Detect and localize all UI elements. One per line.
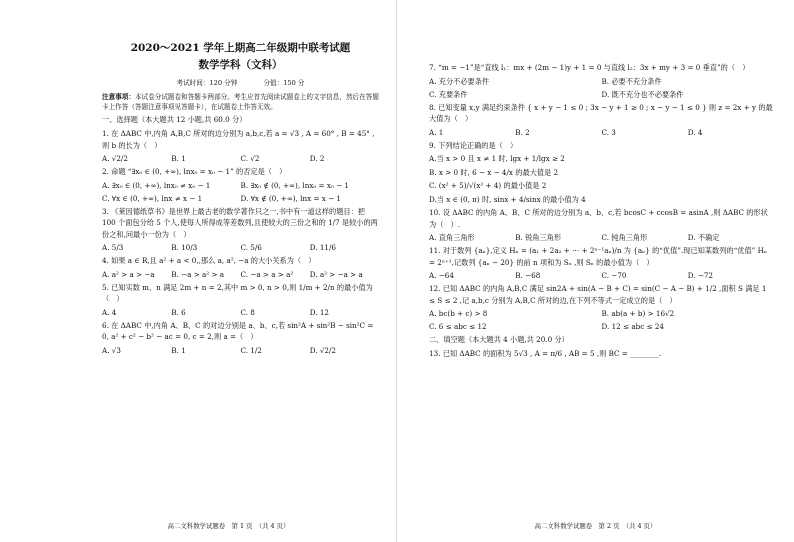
right-page bbox=[397, 0, 794, 542]
question-3-options bbox=[102, 242, 379, 253]
option-b: B. −a > a² > a bbox=[171, 269, 225, 279]
option-a: A. −64 bbox=[429, 271, 454, 280]
question-7-options-row1 bbox=[429, 76, 774, 87]
notes-text: 本试卷分试题卷和答题卡两部分。考生应首先阅读试题卷上的文字信息，然后在答题卡上作答（答题注意事项见答题卡），在试题卷上作答无效。 bbox=[102, 93, 379, 111]
option-d: D. a² > −a > a bbox=[309, 269, 363, 279]
option-d: D. 12 bbox=[309, 307, 329, 317]
option-c: C. 3 bbox=[601, 127, 616, 137]
option-c: C. 1/2 bbox=[240, 345, 262, 355]
question-8-options bbox=[429, 127, 774, 138]
question-1-options bbox=[102, 153, 379, 164]
exam-meta bbox=[102, 77, 379, 87]
option-a: A. ∃x₀ ∈ (0, +∞), lnx₀ ≠ x₀ − 1 bbox=[102, 180, 211, 190]
option-a: A. √3 bbox=[102, 345, 121, 355]
option-b: B. ∃x₀ ∉ (0, +∞), lnx₀ = x₀ − 1 bbox=[240, 180, 349, 190]
option-b: B. 6 bbox=[171, 307, 186, 317]
question-5-options bbox=[102, 307, 379, 318]
option-d: D. 既不充分也不必要条件 bbox=[601, 89, 684, 99]
question-2-options-row2 bbox=[102, 193, 379, 204]
option-b: B. −68 bbox=[515, 271, 541, 280]
option-a: A. 4 bbox=[102, 307, 117, 317]
exam-title: 2020～2021 学年上期高二年级期中联考试题 bbox=[130, 42, 351, 54]
option-c: C. −70 bbox=[601, 271, 627, 280]
question-8: 8. 已知变量 x,y 满足约束条件 { x + y − 1 ≤ 0 ; 3x − y + 1 ≥ 0 ; x − y − 1 ≤ 0 } 则 z = 2x + y 的最大值为（ ） bbox=[429, 102, 773, 123]
option-c: C. −a > a > a² bbox=[240, 269, 294, 279]
option-b: B. ab(a + b) > 16√2 bbox=[601, 309, 675, 318]
option-c: C. 钝角三角形 bbox=[601, 233, 648, 242]
section-1-heading: 一、选择题（本大题共 12 小题,共 60.0 分） bbox=[102, 115, 247, 124]
exam-time: 考试时间：120 分钟 bbox=[176, 79, 238, 87]
question-12: 12. 已知 ΔABC 的内角 A,B,C 满足 sin2A + sin(A − B + C) = sin(C − A − B) + 1/2 ,面积 S 满足 1 ≤ S ≤ 2 ,记 a,b,c 分别为 A,B,C 所对的边,在下列不等式一定成立的是（ ） bbox=[429, 284, 767, 305]
question-9-option-a: A.当 x > 0 且 x ≠ 1 时, lgx + 1/lgx ≥ 2 bbox=[429, 154, 565, 163]
question-9-option-c: C. (x² + 5)/√(x² + 4) 的最小值是 2 bbox=[429, 181, 547, 190]
option-b: B. 1 bbox=[171, 345, 186, 355]
option-d: D. 不确定 bbox=[687, 233, 720, 242]
option-c: C. 6 ≤ abc ≤ 12 bbox=[429, 322, 487, 331]
notes-label: 注意事项： bbox=[102, 93, 135, 101]
question-13: 13. 已知 ΔABC 的面积为 5√3 , A = π/6 , AB = 5 ,则 BC = ________. bbox=[429, 349, 662, 358]
option-b: B. 锐角三角形 bbox=[515, 233, 562, 242]
option-a: A. √2/2 bbox=[102, 154, 128, 163]
question-12-options-row1 bbox=[429, 308, 774, 319]
question-4-options bbox=[102, 269, 379, 280]
exam-score: 分值：150 分 bbox=[263, 79, 305, 87]
notes bbox=[102, 92, 379, 112]
question-6: 6. 在 ΔABC 中,内角 A、B、C 的对边分别是 a、b、c,若 sin²A + sin²B − sin²C = 0, a² + c² − b² − ac = 0, c = 2,则 a =（ ） bbox=[102, 320, 374, 341]
question-12-options-row2 bbox=[429, 321, 774, 332]
question-6-options bbox=[102, 345, 379, 356]
option-c: C. 5/6 bbox=[240, 243, 262, 252]
option-b: B. 必要不充分条件 bbox=[601, 76, 662, 86]
option-d: D. 11/6 bbox=[309, 243, 336, 252]
question-5: 5. 已知实数 m、n 满足 2m + n = 2,其中 m > 0, n > 0,则 1/m + 2/n 的最小值为（ ） bbox=[102, 282, 373, 303]
option-d: D. 4 bbox=[687, 127, 703, 137]
option-c: C. 8 bbox=[240, 307, 255, 317]
option-d: D. −72 bbox=[687, 271, 713, 280]
option-a: A. a² > a > −a bbox=[102, 269, 155, 279]
option-b: B. 10/3 bbox=[171, 243, 198, 252]
question-9-option-d: D.当 x ∈ (0, π) 时, sinx + 4/sinx 的最小值为 4 bbox=[429, 194, 586, 204]
question-10-options bbox=[429, 232, 774, 243]
option-a: A. 直角三角形 bbox=[429, 233, 475, 242]
option-b: B. 2 bbox=[515, 127, 530, 137]
option-d: D. √2/2 bbox=[309, 345, 336, 355]
page-footer: 高二文科数学试题卷 第 1 页 （共 4 页） bbox=[167, 522, 290, 530]
question-11-options bbox=[429, 270, 774, 281]
question-9-option-b: B. x > 0 时, 6 − x − 4/x 的最大值是 2 bbox=[429, 167, 559, 177]
question-3: 3. 《莱因德纸草书》是世界上最古老的数学著作只之一,书中有一道这样的题目：把 100 个面包分给 5 个人,使每人所得成等差数列,且使较大的三份之和的 1/7 是较小的两份之和,问最小一份为（ ） bbox=[102, 206, 378, 239]
option-c: C. ∀x ∈ (0, +∞), lnx ≠ x − 1 bbox=[102, 193, 203, 203]
option-b: B. 1 bbox=[171, 154, 186, 163]
question-11: 11. 对于数列 {aₙ},定义 Hₙ = (a₁ + 2a₂ + ⋯ + 2ⁿ⁻¹aₙ)/n 为 {aₙ} 的“优值”.现已知某数列的“优值” Hₙ = 2ⁿ⁺¹,记数列 {aₙ − 20} 的前 n 项和为 Sₙ ,则 Sₙ 的最小值为（ ） bbox=[429, 246, 767, 267]
page-footer: 高二文科数学试题卷 第 2 页 （共 4 页） bbox=[534, 522, 657, 530]
option-c: C. √2 bbox=[240, 154, 260, 163]
question-4: 4. 如果 a ∈ R,且 a² + a < 0,,那么 a, a², −a 的大小关系为（ ） bbox=[102, 256, 316, 265]
option-a: A. 5/3 bbox=[102, 243, 124, 252]
question-7-options-row2 bbox=[429, 89, 774, 100]
option-a: A. 充分不必要条件 bbox=[429, 76, 490, 86]
question-1: 1. 在 ΔABC 中,内角 A,B,C 所对的边分别为 a,b,c,若 a = √3 , A = 60° , B = 45° ,则 b 的长为（ ） bbox=[102, 129, 375, 150]
section-2-heading: 二、填空题（本大题共 4 小题,共 20.0 分） bbox=[429, 335, 569, 344]
option-a: A. bc(b + c) > 8 bbox=[429, 309, 488, 318]
question-9: 9. 下列结论正确的是（ ） bbox=[429, 140, 518, 150]
question-10: 10. 设 ΔABC 的内角 A、B、C 所对的边分别为 a、b、c,若 bcosC + ccosB = asinA ,则 ΔABC 的形状为（ ）. bbox=[429, 208, 768, 229]
option-d: D. ∀x ∉ (0, +∞), lnx = x − 1 bbox=[240, 193, 341, 203]
option-c: C. 充要条件 bbox=[429, 89, 468, 99]
option-a: A. 1 bbox=[429, 127, 444, 137]
option-d: D. 12 ≤ abc ≤ 24 bbox=[601, 322, 664, 331]
exam-subtitle: 数学学科（文科） bbox=[198, 59, 283, 71]
question-2-options-row1 bbox=[102, 180, 379, 191]
question-7: 7. “m = −1”是“直线 l₁：mx + (2m − 1)y + 1 = 0 与直线 l₂：3x + my + 3 = 0 垂直”的（ ） bbox=[429, 63, 750, 72]
question-2: 2. 命题 “∃x₀ ∈ (0, +∞), lnx₀ = x₀ − 1” 的否定是（ ） bbox=[102, 167, 287, 176]
option-d: D. 2 bbox=[309, 154, 325, 163]
